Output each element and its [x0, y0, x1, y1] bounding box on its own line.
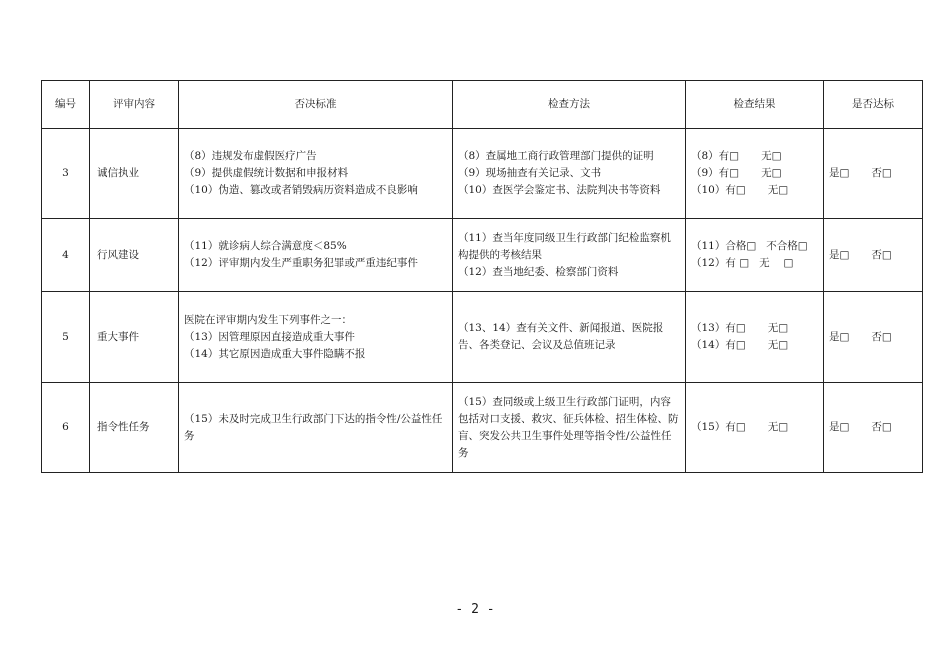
no-checkbox[interactable]: 否□	[871, 330, 892, 343]
table-row	[42, 292, 923, 383]
check-method	[453, 219, 686, 292]
criteria-line: 医院在评审期内发生下列事件之一：	[184, 313, 352, 326]
result-fail-checkbox[interactable]: 不合格□	[766, 240, 808, 252]
no-checkbox[interactable]: 否□	[871, 167, 892, 179]
result-has-checkbox[interactable]: （8）有□	[691, 150, 740, 162]
check-method	[453, 129, 686, 219]
reached-cell	[824, 129, 923, 219]
result-line	[691, 337, 818, 354]
method-line: （11）查当年度同级卫生行政部门纪检监察机构提供的考核结果	[458, 231, 671, 261]
result-has-checkbox[interactable]: （10）有□	[691, 184, 746, 196]
method-line: （13、14）查有关文件、新闻报道、医院报告、各类登记、会议及总值班记录	[458, 322, 664, 351]
evaluation-table	[41, 80, 923, 473]
method-line: （10）查医学会鉴定书、法院判决书等资料	[458, 184, 661, 196]
veto-criteria	[179, 129, 453, 219]
check-result	[686, 383, 824, 473]
result-none-checkbox[interactable]: 无□	[767, 184, 789, 196]
yes-checkbox[interactable]: 是□	[829, 167, 850, 179]
table-row	[42, 383, 923, 473]
criteria-line: （13）因管理原因直接造成重大事件	[184, 330, 355, 343]
method-line: （15）查同级或上级卫生行政部门证明，内容包括对口支援、救灾、征兵体检、招生体检、防盲、突发公共卫生事件处理等指令性/公益性任务	[458, 395, 679, 459]
result-line	[691, 419, 818, 436]
header-content: 评审内容	[90, 81, 179, 129]
result-has-checkbox[interactable]: （13）有□	[691, 322, 746, 334]
yes-checkbox[interactable]: 是□	[829, 248, 850, 261]
header-no: 编号	[42, 81, 90, 129]
no-checkbox[interactable]: 否□	[871, 248, 892, 261]
row-number: 6	[42, 383, 90, 473]
result-none-checkbox[interactable]: 无□	[767, 322, 789, 334]
result-none-checkbox[interactable]: 无 □	[759, 257, 794, 269]
table-header-row	[42, 81, 923, 129]
yes-checkbox[interactable]: 是□	[829, 421, 850, 433]
result-line	[691, 148, 818, 165]
criteria-line: （15）未及时完成卫生行政部门下达的指令性/公益性任务	[184, 412, 443, 442]
row-item: 重大事件	[90, 292, 179, 383]
result-pass-checkbox[interactable]: （11）合格□	[691, 240, 757, 252]
header-method: 检查方法	[453, 81, 686, 129]
check-method	[453, 383, 686, 473]
result-line	[691, 182, 818, 199]
method-line: （12）查当地纪委、检察部门资料	[458, 265, 619, 278]
reached-cell	[824, 383, 923, 473]
row-item: 诚信执业	[90, 129, 179, 219]
method-line: （9）现场抽查有关记录、文书	[458, 167, 602, 179]
criteria-line: （10）伪造、篡改或者销毁病历资料造成不良影响	[184, 184, 418, 196]
row-item: 行风建设	[90, 219, 179, 292]
result-line	[691, 320, 818, 337]
result-line	[691, 238, 818, 255]
result-has-checkbox[interactable]: （15）有□	[691, 421, 746, 433]
check-result	[686, 219, 824, 292]
row-number: 3	[42, 129, 90, 219]
no-checkbox[interactable]: 否□	[871, 421, 892, 433]
result-has-checkbox[interactable]: （9）有□	[691, 167, 740, 179]
check-method	[453, 292, 686, 383]
table-row	[42, 219, 923, 292]
check-result	[686, 129, 824, 219]
reached-cell	[824, 219, 923, 292]
criteria-line: （12）评审期内发生严重职务犯罪或严重违纪事件	[184, 257, 418, 269]
header-reached: 是否达标	[824, 81, 923, 129]
result-line	[691, 255, 818, 272]
result-none-checkbox[interactable]: 无□	[767, 339, 789, 351]
row-number: 5	[42, 292, 90, 383]
result-has-checkbox[interactable]: （14）有□	[691, 339, 746, 351]
check-result	[686, 292, 824, 383]
result-none-checkbox[interactable]: 无□	[767, 421, 789, 433]
veto-criteria	[179, 292, 453, 383]
result-none-checkbox[interactable]: 无□	[761, 150, 782, 162]
table-row	[42, 129, 923, 219]
result-none-checkbox[interactable]: 无□	[761, 167, 782, 179]
row-number: 4	[42, 219, 90, 292]
row-item: 指令性任务	[90, 383, 179, 473]
method-line: （8）查属地工商行政管理部门提供的证明	[458, 150, 654, 162]
header-criteria: 否决标准	[179, 81, 453, 129]
reached-cell	[824, 292, 923, 383]
criteria-line: （9）提供虚假统计数据和申报材料	[184, 167, 349, 179]
header-result: 检查结果	[686, 81, 824, 129]
veto-criteria	[179, 219, 453, 292]
page-number: - 2 -	[455, 602, 495, 617]
criteria-line: （14）其它原因造成重大事件隐瞒不报	[184, 347, 366, 360]
criteria-line: （11）就诊病人综合满意度＜85%	[184, 240, 347, 252]
veto-criteria	[179, 383, 453, 473]
yes-checkbox[interactable]: 是□	[829, 330, 850, 343]
criteria-line: （8）违规发布虚假医疗广告	[184, 150, 317, 162]
result-has-checkbox[interactable]: （12）有 □	[691, 257, 750, 269]
result-line	[691, 165, 818, 182]
